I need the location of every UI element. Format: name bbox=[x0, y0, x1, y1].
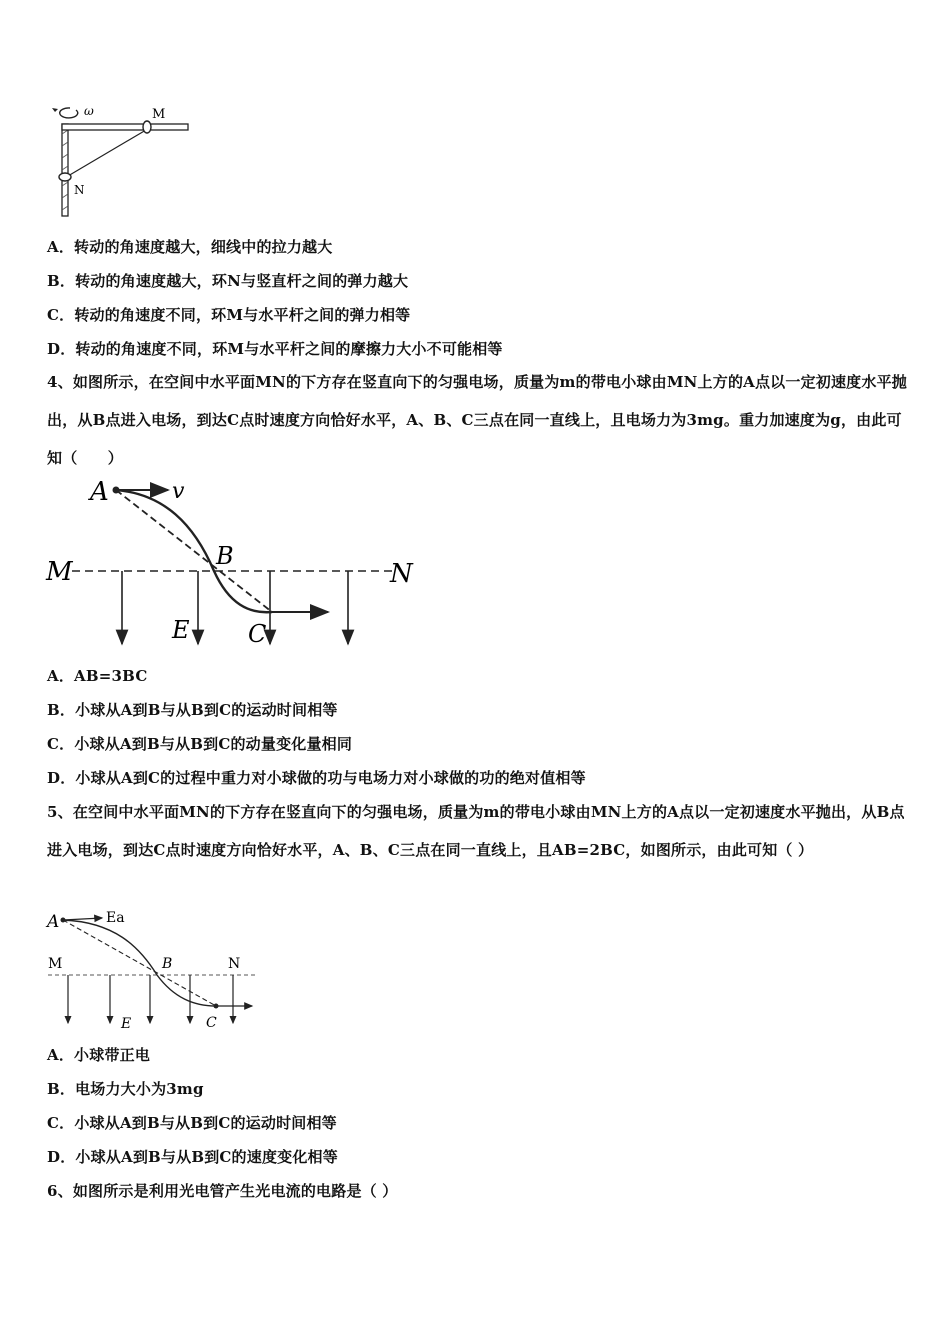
q5-label-c: C bbox=[206, 1015, 217, 1031]
q4-option-c: C．小球从A到B与从B到C的动量变化量相同 bbox=[47, 735, 353, 753]
q5-label-b: B bbox=[162, 956, 173, 972]
q5-label-n: N bbox=[228, 956, 241, 972]
q4-label-e: E bbox=[172, 616, 190, 644]
q5-option-b: B．电场力大小为3mg bbox=[47, 1080, 204, 1098]
omega-label: ω bbox=[84, 104, 94, 118]
q5-option-a: A．小球带正电 bbox=[47, 1046, 151, 1064]
q5-label-e: E bbox=[121, 1016, 132, 1032]
q6-stem: 6、如图所示是利用光电管产生光电流的电路是（ ） bbox=[47, 1182, 398, 1200]
q4-stem: 4、如图所示，在空间中水平面MN的下方存在竖直向下的匀强电场，质量为m的带电小球由MN上方的A点以一定初速度水平抛出，从B点进入电场，到达C点时速度方向恰好水平，A、B、C三点在同一直线上，且电场力为3mg。重力加速度为g，由此可知（ ） bbox=[47, 373, 907, 467]
q5-field-figure bbox=[44, 906, 264, 1036]
ring-n-label: N bbox=[74, 183, 85, 197]
q3-option-d: D．转动的角速度不同，环M与水平杆之间的摩擦力大小不可能相等 bbox=[47, 340, 503, 358]
q4-label-m: M bbox=[46, 557, 73, 587]
q4-option-d: D．小球从A到C的过程中重力对小球做的功与电场力对小球做的功的绝对值相等 bbox=[47, 769, 586, 787]
q4-label-n: N bbox=[390, 559, 413, 589]
q5-option-c: C．小球从A到B与从B到C的运动时间相等 bbox=[47, 1114, 337, 1132]
q4-option-b: B．小球从A到B与从B到C的运动时间相等 bbox=[47, 701, 338, 719]
q4-label-b: B bbox=[216, 542, 234, 570]
q5-label-ea: Ea bbox=[106, 910, 125, 926]
q4-label-v: v bbox=[172, 479, 185, 504]
q5-label-a: A bbox=[47, 912, 60, 932]
q5-stem: 5、在空间中水平面MN的下方存在竖直向下的匀强电场，质量为m的带电小球由MN上方的A点以一定初速度水平抛出，从B点进入电场，到达C点时速度方向恰好水平，A、B、C三点在同一直线上，且AB=2BC，如图所示，由此可知（ ） bbox=[47, 803, 905, 859]
q3-option-c: C．转动的角速度不同，环M与水平杆之间的弹力相等 bbox=[47, 306, 411, 324]
q3-option-b: B．转动的角速度越大，环N与竖直杆之间的弹力越大 bbox=[47, 272, 409, 290]
q4-label-c: C bbox=[248, 620, 267, 648]
ring-m-label: M bbox=[152, 107, 166, 122]
q4-field-figure bbox=[44, 474, 424, 654]
q4-label-a: A bbox=[90, 477, 109, 507]
q5-option-d: D．小球从A到B与从B到C的速度变化相等 bbox=[47, 1148, 338, 1166]
q4-option-a: A．AB=3BC bbox=[47, 667, 148, 685]
q5-label-m: M bbox=[48, 956, 63, 972]
rod-ring-figure bbox=[48, 100, 198, 220]
q3-option-a: A．转动的角速度越大，细线中的拉力越大 bbox=[47, 238, 333, 256]
